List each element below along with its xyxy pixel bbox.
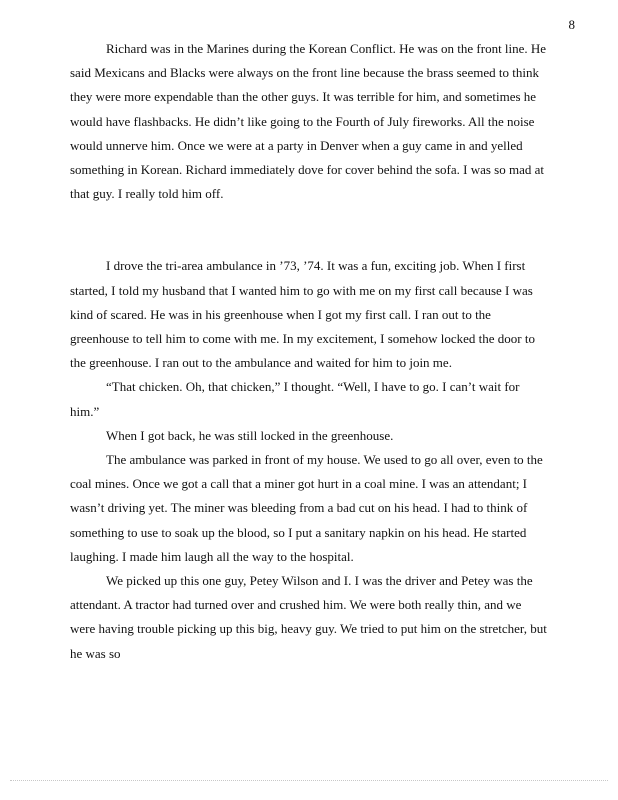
document-body — [70, 37, 548, 666]
paragraph-petey-wilson: We picked up this one guy, Petey Wilson and I. I was the driver and Petey was the attendant. A tractor had turned over and crushed him. We were both really thin, and we were having trouble picking up this big, heavy guy. We tried to put him on the stretcher, but he was so — [70, 573, 547, 661]
page-number: 8 — [568, 17, 575, 32]
paragraph-coal-mine: The ambulance was parked in front of my house. We used to go all over, even to the coal mines. Once we got a call that a miner got hurt in a coal mine. I was an attendant; I wasn’t driving yet. The miner was bleeding from a bad cut on his head. I had to think of something to use to soak up the blood, so I put a sanitary napkin on his head. He started laughing. I made him laugh all the way to the hospital. — [70, 452, 543, 564]
paragraph-locked-greenhouse: When I got back, he was still locked in the greenhouse. — [106, 427, 394, 443]
paragraph-ambulance-job: I drove the tri-area ambulance in ’73, ’74. It was a fun, exciting job. When I first started, I told my husband that I wanted him to go with me on my first call because I was kind of scared. He was in his greenhouse when I got my first call. I ran out to the greenhouse to tell him to come with me. In my excitement, I somehow locked the door to the greenhouse. I ran out to the ambulance and waited for him to join me. — [70, 258, 535, 371]
paragraph-chicken-quote: “That chicken. Oh, that chicken,” I thought. “Well, I have to go. I can’t wait for him.” — [70, 379, 520, 419]
section-gap — [70, 206, 548, 254]
paragraph-richard-marines: Richard was in the Marines during the Korean Conflict. He was on the front line. He said Mexicans and Blacks were always on the front line because the brass seemed to think they were more expendable than the other guys. It was terrible for him, and sometimes he would have flashbacks. He didn’t like going to the Fourth of July fireworks. All the noise would unnerve him. Once we were at a party in Denver when a guy came in and yelled something in Korean. Richard immediately dove for cover behind the sofa. I was so mad at that guy. I really told him off. — [70, 41, 547, 202]
scan-edge-line — [10, 780, 608, 782]
